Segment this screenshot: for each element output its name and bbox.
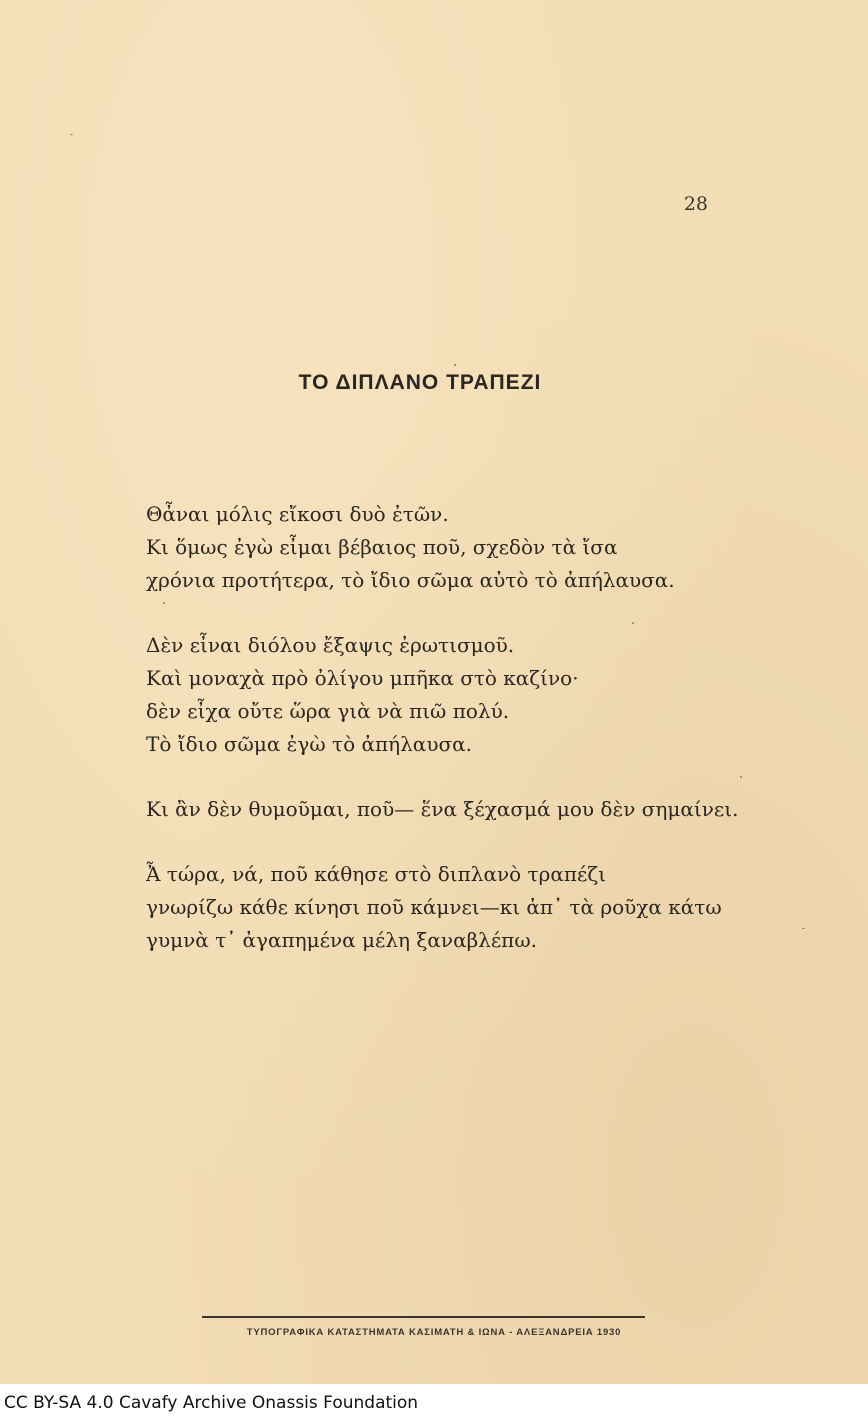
paper-speck — [454, 364, 456, 366]
stanza-4 — [146, 858, 846, 957]
poem-line: Ἆ τώρα, νά, ποῦ κάθησε στὸ διπλανὸ τραπέζι — [146, 862, 607, 886]
poem-line: Τὸ ἴδιο σῶμα ἐγὼ τὸ ἀπήλαυσα. — [146, 732, 472, 756]
paper-speck — [70, 134, 73, 135]
poem-body — [146, 498, 846, 957]
poem-line: χρόνια προτήτερα, τὸ ἴδιο σῶμα αὐτὸ τὸ ἀπήλαυσα. — [146, 568, 675, 592]
stanza-gap — [146, 597, 846, 629]
footer-rule — [202, 1316, 645, 1318]
stanza-gap — [146, 826, 846, 858]
poem-line: Κι ὅμως ἐγὼ εἶμαι βέβαιος ποῦ, σχεδὸν τὰ ἴσα — [146, 535, 618, 559]
poem-line: γνωρίζω κάθε κίνησι ποῦ κάμνει—κι ἀπ᾽ τὰ ροῦχα κάτω — [146, 895, 722, 919]
poem-line: δὲν εἶχα οὔτε ὥρα γιὰ νὰ πιῶ πολύ. — [146, 699, 510, 723]
poem-line: Δὲν εἶναι διόλου ἔξαψις ἐρωτισμοῦ. — [146, 633, 515, 657]
credit-bar — [0, 1384, 868, 1425]
paper-speck — [802, 928, 805, 929]
paper-speck — [740, 776, 742, 778]
poem-line: Κι ἂν δὲν θυμοῦμαι, ποῦ— ἕνα ξέχασμά μου δὲν σημαίνει. — [146, 797, 739, 821]
poem-line: γυμνὰ τ᾽ ἀγαπημένα μέλη ξαναβλέπω. — [146, 928, 537, 952]
poem-line: Καὶ μοναχὰ πρὸ ὀλίγου μπῆκα στὸ καζίνο· — [146, 666, 579, 690]
paper-speck — [632, 622, 634, 624]
stanza-2 — [146, 629, 846, 761]
poem-title: ΤΟ ΔΙΠΛΑΝΟ ΤΡΑΠΕΖΙ — [298, 371, 542, 394]
printer-imprint: ΤΥΠΟΓΡΑΦΙΚΑ ΚΑΤΑΣΤΗΜΑΤΑ ΚΑΣΙΜΑΤΗ & ΙΩΝΑ - ΑΛΕΞΑΝΔΡΕΙΑ 1930 — [246, 1327, 622, 1338]
license-credit: CC BY-SA 4.0 Cavafy Archive Onassis Foundation — [4, 1393, 419, 1413]
poem-line: Θἆναι μόλις εἴκοσι δυὸ ἐτῶν. — [146, 502, 449, 526]
stanza-1 — [146, 498, 846, 597]
stanza-3 — [146, 793, 846, 826]
page-number: 28 — [683, 193, 708, 215]
paper-speck — [163, 602, 165, 604]
